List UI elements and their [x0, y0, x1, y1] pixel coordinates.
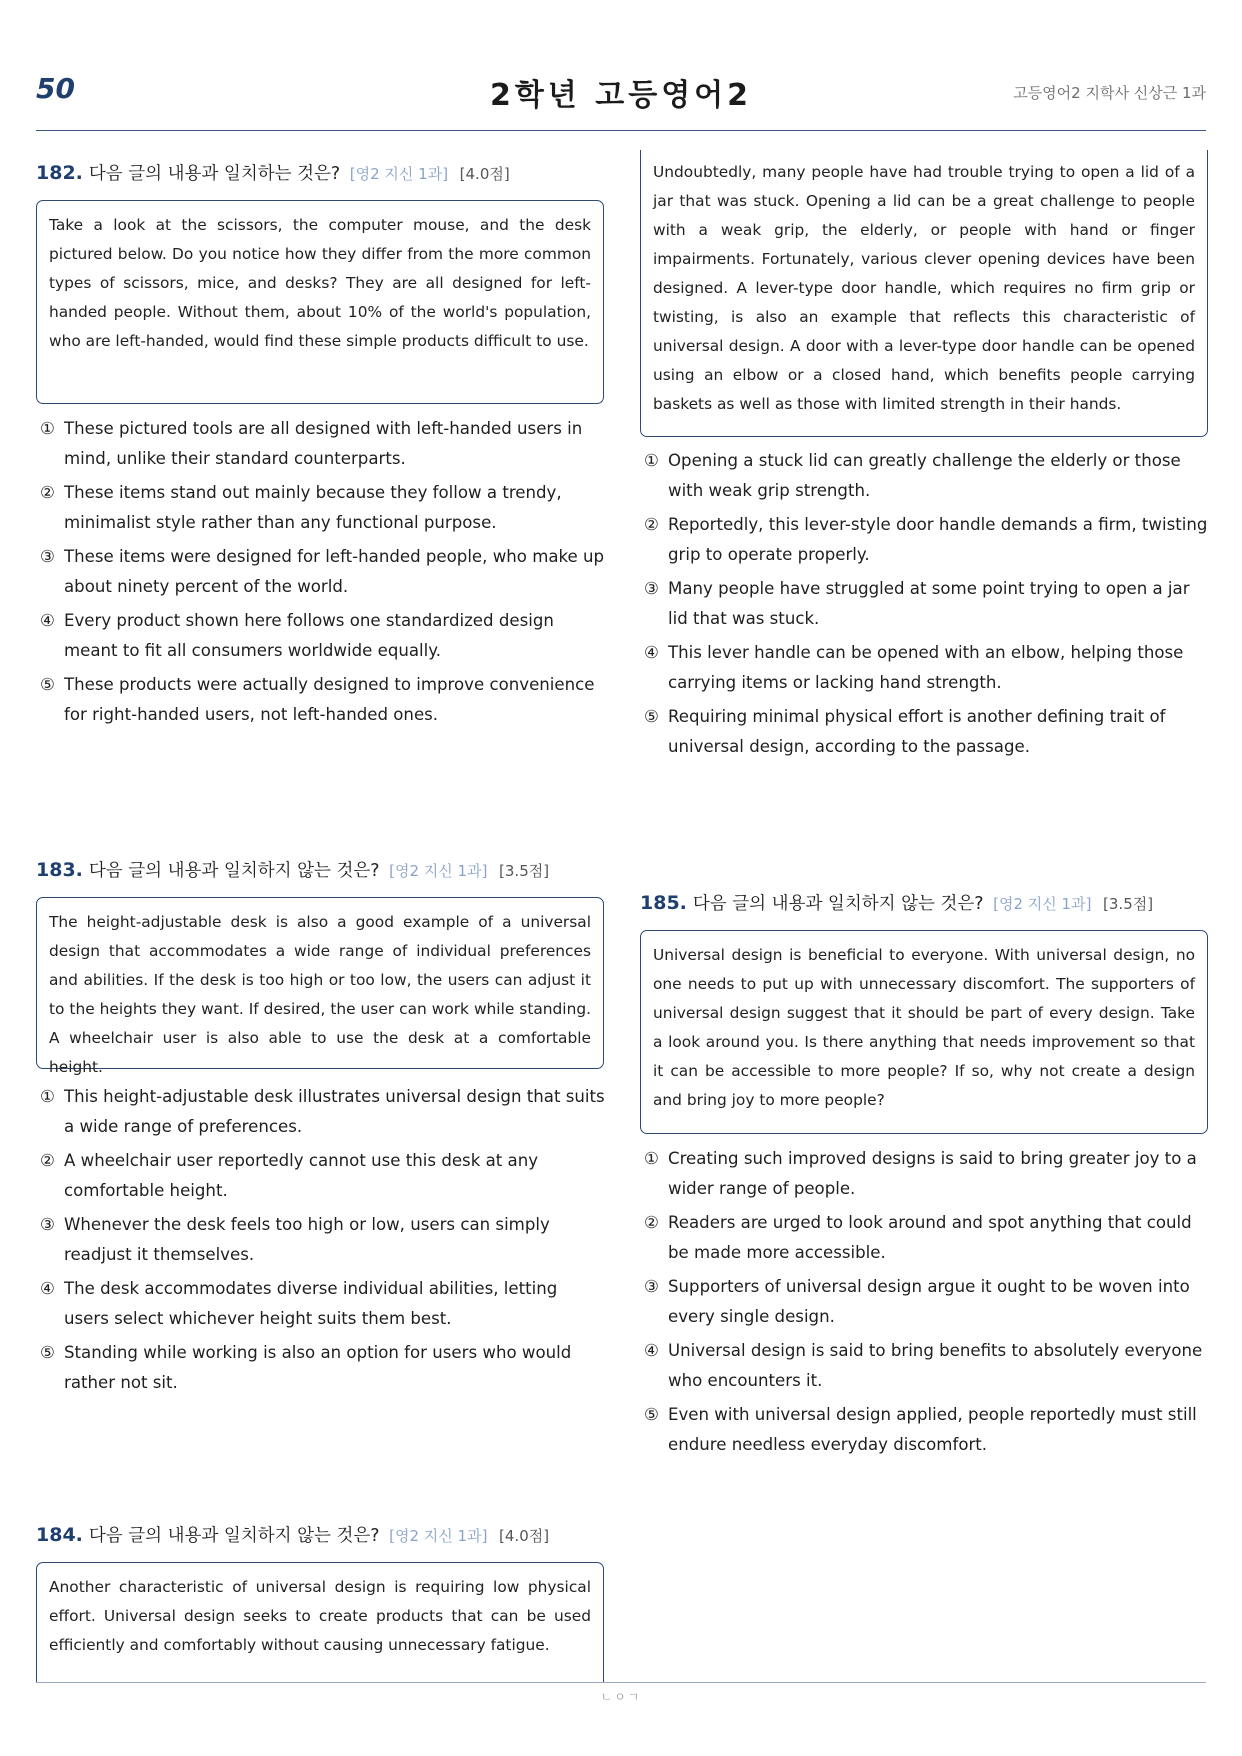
choice-4[interactable]: ④ This lever handle can be opened with an elbow, helping those carrying items or lacking hand strength. [644, 643, 1184, 692]
question-185-heading [640, 890, 1153, 915]
question-182-passage: Take a look at the scissors, the computer mouse, and the desk pictured below. Do you notice how they differ from the more common types of scissors, mice, and desks? They are all designed for left-handed people. Without them, about 10% of the world's population, who are left-handed, would find these simple products difficult to use. [36, 200, 604, 404]
choice-1[interactable]: ① Opening a stuck lid can greatly challenge the elderly or those with weak grip strength. [644, 451, 1181, 500]
question-182-choices [40, 414, 606, 734]
question-points: [4.0점] [459, 165, 510, 183]
question-points: [3.5점] [499, 862, 550, 880]
question-185-choices [644, 1144, 1210, 1464]
page-header [36, 60, 1206, 131]
question-184-passage-continued: Undoubtedly, many people have had trouble trying to open a lid of a jar that was stuck. Opening a lid can be a great challenge to people with a weak grip, the elderly, or people with hand or finger impairments. Fortunately, various clever opening devices have been designed. A lever-type door handle, which requires no firm grip or twisting, is also an example that reflects this characteristic of universal design. A door with a lever-type door handle can be opened using an elbow or a closed hand, which benefits people carrying baskets as well as those with limited strength in their hands. [640, 150, 1208, 437]
question-number: 182. [36, 162, 83, 184]
footer-mark: ㄴㅇㄱ [600, 1690, 642, 1704]
question-prompt: 다음 글의 내용과 일치하지 않는 것은? [88, 1526, 380, 1546]
choice-5[interactable]: ⑤ These products were actually designed to improve convenience for right-handed users, not left-handed ones. [40, 675, 595, 724]
question-number: 183. [36, 859, 83, 881]
question-source: [영2 지신 1과] [993, 895, 1092, 913]
choice-5[interactable]: ⑤ Standing while working is also an option for users who would rather not sit. [40, 1343, 572, 1392]
page-subtitle: 고등영어2 지학사 신상근 1과 [1013, 84, 1206, 102]
question-prompt: 다음 글의 내용과 일치하지 않는 것은? [88, 861, 380, 881]
choice-5[interactable]: ⑤ Even with universal design applied, people reportedly must still endure needless everyday discomfort. [644, 1405, 1197, 1454]
choice-4[interactable]: ④ Every product shown here follows one standardized design meant to fit all consumers worldwide equally. [40, 611, 554, 660]
question-number: 185. [640, 892, 687, 914]
question-184-choices [644, 446, 1210, 766]
question-number: 184. [36, 1524, 83, 1546]
question-184-heading [36, 1522, 549, 1547]
page-number: 50 [36, 72, 75, 105]
page-title: 2학년 고등영어2 [489, 78, 753, 113]
choice-3[interactable]: ③ Supporters of universal design argue it ought to be woven into every single design. [644, 1277, 1190, 1326]
footer-divider [36, 1682, 1206, 1683]
choice-1[interactable]: ① This height-adjustable desk illustrates universal design that suits a wide range of preferences. [40, 1087, 605, 1136]
question-183-choices [40, 1082, 606, 1402]
question-source: [영2 지신 1과] [389, 1527, 488, 1545]
choice-5[interactable]: ⑤ Requiring minimal physical effort is another defining trait of universal design, according to the passage. [644, 707, 1166, 756]
choice-2[interactable]: ② These items stand out mainly because they follow a trendy, minimalist style rather than any functional purpose. [40, 483, 562, 532]
question-points: [3.5점] [1103, 895, 1154, 913]
question-185-passage: Universal design is beneficial to everyone. With universal design, no one needs to put up with unnecessary discomfort. The supporters of universal design suggest that it should be part of every design. Take a look around you. Is there anything that needs improvement so that it can be accessible to more people? If so, why not create a design and bring joy to more people? [640, 930, 1208, 1134]
choice-3[interactable]: ③ Whenever the desk feels too high or low, users can simply readjust it themselves. [40, 1215, 550, 1264]
question-source: [영2 지신 1과] [389, 862, 488, 880]
question-182-heading [36, 160, 510, 185]
choice-2[interactable]: ② A wheelchair user reportedly cannot use this desk at any comfortable height. [40, 1151, 539, 1200]
question-183-heading [36, 857, 549, 882]
choice-1[interactable]: ① Creating such improved designs is said to bring greater joy to a wider range of people. [644, 1149, 1197, 1198]
question-184-passage: Another characteristic of universal design is requiring low physical effort. Universal design seeks to create products that can be used efficiently and comfortably without causing unnecessary fatigue. [36, 1562, 604, 1682]
choice-4[interactable]: ④ Universal design is said to bring benefits to absolutely everyone who encounters it. [644, 1341, 1203, 1390]
question-points: [4.0점] [499, 1527, 550, 1545]
question-source: [영2 지신 1과] [349, 165, 449, 183]
question-prompt: 다음 글의 내용과 일치하지 않는 것은? [692, 894, 984, 914]
choice-2[interactable]: ② Readers are urged to look around and spot anything that could be made more accessible. [644, 1213, 1192, 1262]
choice-2[interactable]: ② Reportedly, this lever-style door handle demands a firm, twisting grip to operate properly. [644, 515, 1208, 564]
choice-3[interactable]: ③ These items were designed for left-handed people, who make up about ninety percent of the world. [40, 547, 605, 596]
choice-1[interactable]: ① These pictured tools are all designed with left-handed users in mind, unlike their standard counterparts. [40, 419, 583, 468]
question-prompt: 다음 글의 내용과 일치하는 것은? [88, 164, 341, 184]
question-183-passage: The height-adjustable desk is also a good example of a universal design that accommodates a wide range of individual preferences and abilities. If the desk is too high or too low, the users can adjust it to the heights they want. If desired, the user can work while standing. A wheelchair user is also able to use the desk at a comfortable height. [36, 897, 604, 1069]
choice-3[interactable]: ③ Many people have struggled at some point trying to open a jar lid that was stuck. [644, 579, 1190, 628]
choice-4[interactable]: ④ The desk accommodates diverse individual abilities, letting users select whichever height suits them best. [40, 1279, 558, 1328]
